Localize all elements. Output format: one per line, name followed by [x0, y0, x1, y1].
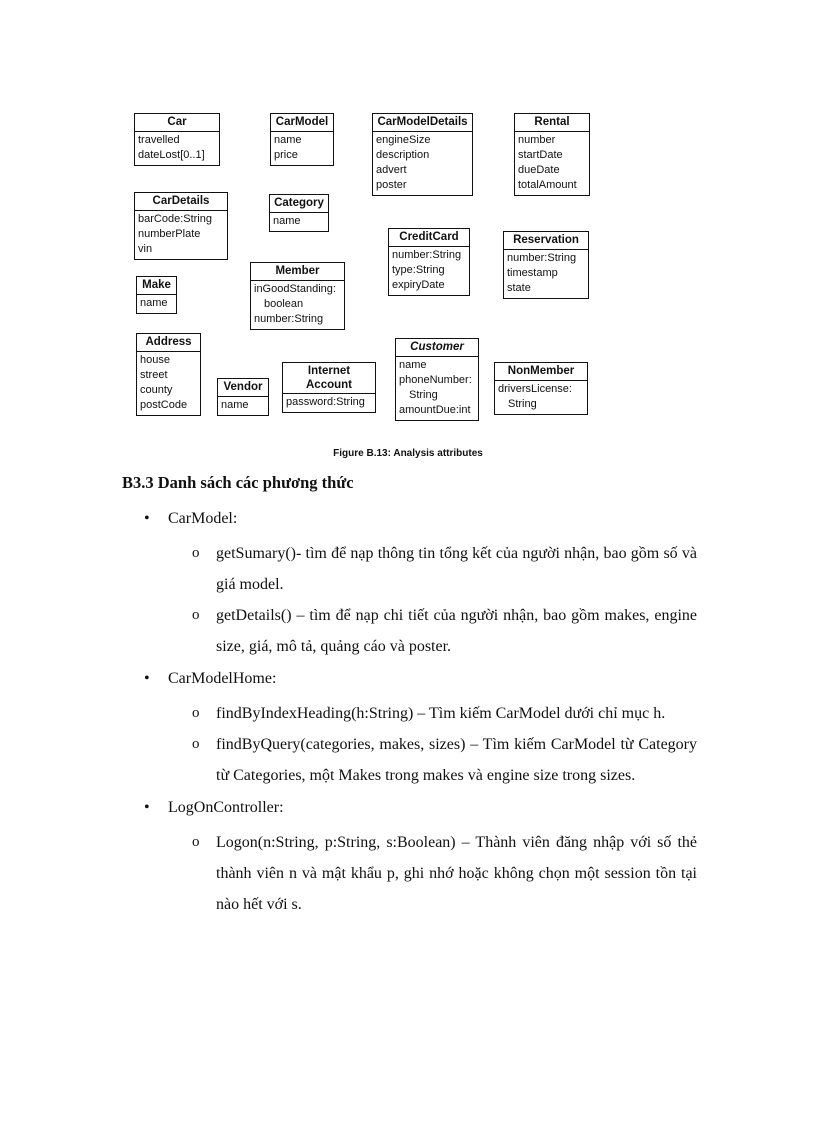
sub-list-item	[122, 729, 697, 791]
class-credit-card	[388, 228, 470, 296]
figure-caption: Figure B.13: Analysis attributes	[333, 448, 483, 459]
class-car-model-details	[372, 113, 473, 196]
class-attribute: phoneNumber:	[399, 374, 472, 386]
method-description: getDetails() – tìm để nạp chi tiết của người nhận, bao gồm makes, engine size, giá, mô tả, quảng cáo và poster.	[216, 607, 697, 655]
class-attribute: name	[140, 297, 168, 309]
method-list	[122, 504, 697, 920]
class-name: Category	[270, 195, 328, 213]
list-item	[122, 793, 697, 823]
class-attribute: number:String	[507, 252, 577, 264]
class-attribute: driversLicense:	[498, 383, 572, 395]
method-description: findByIndexHeading(h:String) – Tìm kiếm CarModel dưới chỉ mục h.	[216, 705, 666, 722]
class-name: Make	[137, 277, 176, 295]
class-category	[269, 194, 329, 232]
class-attribute: name	[274, 134, 302, 146]
class-attribute: dateLost[0..1]	[138, 149, 205, 161]
class-attribute: type:String	[392, 264, 445, 276]
class-attribute: name	[221, 399, 249, 411]
class-name: CreditCard	[389, 229, 469, 247]
class-attribute: String	[409, 389, 438, 401]
class-attribute: number	[518, 134, 556, 146]
class-member	[250, 262, 345, 330]
class-attribute: county	[140, 384, 173, 396]
class-attribute: poster	[376, 179, 407, 191]
class-attribute: vin	[138, 243, 153, 255]
class-vendor	[217, 378, 269, 416]
class-attribute: inGoodStanding:	[254, 283, 336, 295]
circle-bullet-icon: o	[192, 607, 200, 623]
class-customer	[395, 338, 479, 421]
class-attribute: state	[507, 282, 531, 294]
class-name: Rental	[515, 114, 589, 132]
class-attribute: dueDate	[518, 164, 560, 176]
class-car-details	[134, 192, 228, 260]
method-description: Logon(n:String, p:String, s:Boolean) – Thành viên đăng nhập với số thẻ thành viên n và mật khẩu p, ghi nhớ hoặc không chọn một session tồn tại nào hết với s.	[216, 834, 697, 913]
class-attribute: price	[274, 149, 298, 161]
class-name: Member	[251, 263, 344, 281]
class-name	[283, 363, 375, 394]
class-attribute: street	[140, 369, 168, 381]
class-name-line: Internet	[307, 365, 351, 377]
class-attribute: number:String	[392, 249, 462, 261]
class-attribute: barCode:String	[138, 213, 212, 225]
method-description: findByQuery(categories, makes, sizes) – Tìm kiếm CarModel từ Category từ Categories, một Makes trong makes và engine size trong sizes.	[216, 736, 697, 784]
class-name: CarModel	[271, 114, 333, 132]
class-rental	[514, 113, 590, 196]
class-attribute: timestamp	[507, 267, 558, 279]
class-attribute: name	[273, 215, 301, 227]
class-name: Address	[137, 334, 200, 352]
class-name: NonMember	[495, 363, 587, 381]
class-non-member	[494, 362, 588, 415]
class-name: Customer	[396, 339, 478, 357]
class-label: LogOnController:	[168, 799, 284, 816]
class-label: CarModelHome:	[168, 670, 277, 687]
bullet-icon: •	[144, 670, 150, 687]
class-attribute: boolean	[264, 298, 304, 310]
circle-bullet-icon: o	[192, 545, 200, 561]
class-name: Car	[135, 114, 219, 132]
circle-bullet-icon: o	[192, 834, 200, 850]
class-name: Vendor	[218, 379, 268, 397]
class-car	[134, 113, 220, 166]
class-attribute: String	[508, 398, 537, 410]
sub-list-item	[122, 698, 697, 729]
bullet-icon: •	[144, 510, 150, 527]
sub-list-item	[122, 538, 697, 600]
class-attribute: name	[399, 359, 427, 371]
class-attribute: house	[140, 354, 170, 366]
class-attribute: travelled	[138, 134, 180, 146]
class-name: Reservation	[504, 232, 588, 250]
class-attribute: password:String	[286, 396, 365, 408]
sub-list-item	[122, 600, 697, 662]
class-attribute: numberPlate	[138, 228, 201, 240]
class-attribute: description	[376, 149, 430, 161]
class-attribute: engineSize	[376, 134, 431, 146]
circle-bullet-icon: o	[192, 736, 200, 752]
class-name: CarModelDetails	[373, 114, 472, 132]
list-item	[122, 664, 697, 694]
class-attribute: amountDue:int	[399, 404, 471, 416]
class-name-line: Account	[306, 379, 352, 391]
sub-list-item	[122, 827, 697, 920]
bullet-icon: •	[144, 799, 150, 816]
class-attribute: startDate	[518, 149, 563, 161]
class-attribute: expiryDate	[392, 279, 445, 291]
section-heading: B3.3 Danh sách các phương thức	[122, 473, 354, 492]
class-name: CarDetails	[135, 193, 227, 211]
class-reservation	[503, 231, 589, 299]
list-item	[122, 504, 697, 534]
class-label: CarModel:	[168, 510, 238, 527]
class-car-model	[270, 113, 334, 166]
method-description: getSumary()- tìm để nạp thông tin tổng kết của người nhận, bao gồm số và giá model.	[216, 545, 697, 593]
class-attribute: totalAmount	[518, 179, 577, 191]
class-attribute: advert	[376, 164, 407, 176]
class-make	[136, 276, 177, 314]
class-attribute: postCode	[140, 399, 188, 411]
class-attribute: number:String	[254, 313, 324, 325]
class-internet-account	[282, 362, 376, 413]
uml-class-diagram	[0, 0, 816, 430]
class-address	[136, 333, 201, 416]
circle-bullet-icon: o	[192, 705, 200, 721]
